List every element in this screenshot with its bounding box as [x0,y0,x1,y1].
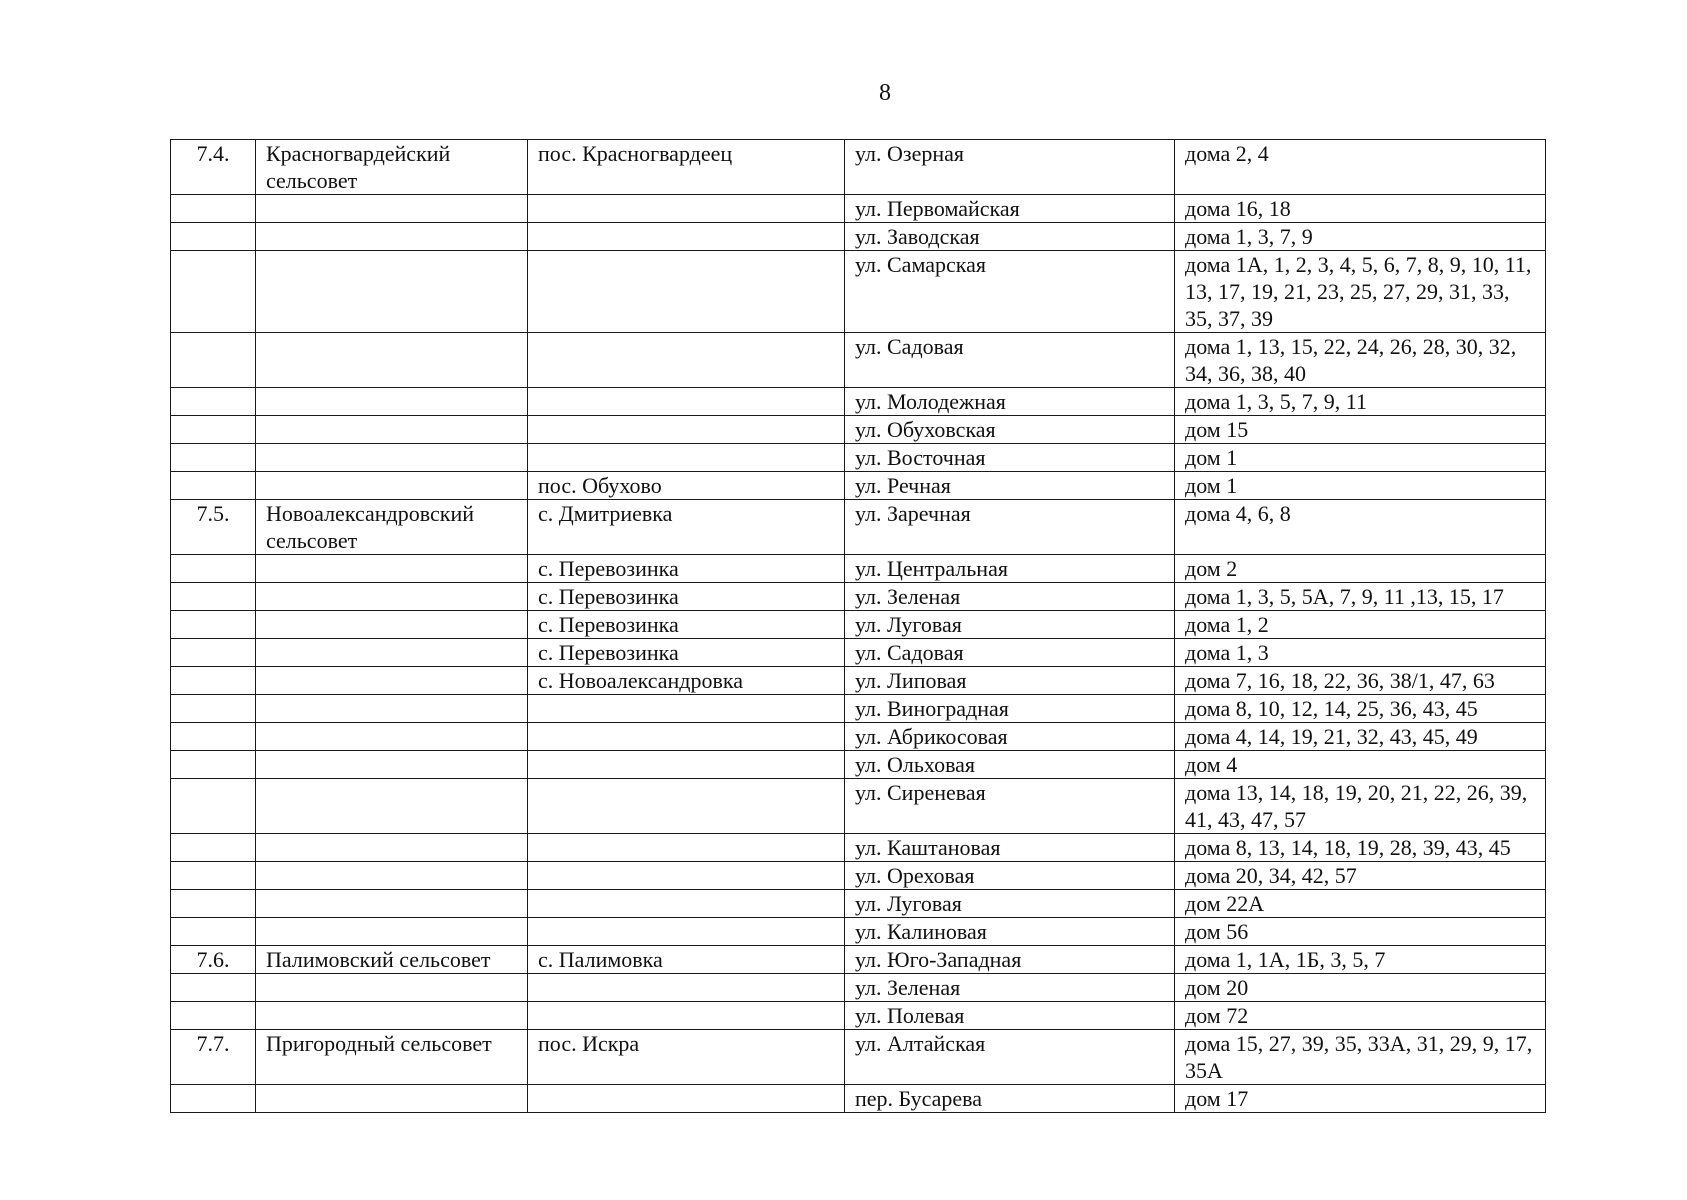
settlement-cell [528,388,845,416]
street-cell: ул. Сиреневая [845,779,1175,834]
settlement-cell [528,695,845,723]
street-cell: ул. Речная [845,472,1175,500]
row-number-cell [171,1085,256,1113]
settlement-cell: с. Перевозинка [528,611,845,639]
houses-cell: дома 4, 6, 8 [1175,500,1546,555]
settlement-cell: с. Перевозинка [528,639,845,667]
council-cell [256,333,528,388]
street-cell: ул. Липовая [845,667,1175,695]
houses-cell: дом 72 [1175,1002,1546,1030]
table-row [171,723,1546,751]
houses-cell: дома 1, 2 [1175,611,1546,639]
houses-cell: дом 1 [1175,472,1546,500]
row-number-cell [171,251,256,333]
street-cell: ул. Зеленая [845,974,1175,1002]
settlement-cell [528,1085,845,1113]
council-cell [256,834,528,862]
table-row [171,639,1546,667]
houses-cell: дома 8, 13, 14, 18, 19, 28, 39, 43, 45 [1175,834,1546,862]
street-cell: ул. Алтайская [845,1030,1175,1085]
table-row [171,918,1546,946]
street-cell: ул. Ореховая [845,862,1175,890]
council-cell [256,388,528,416]
table-row [171,140,1546,195]
row-number-cell: 7.6. [171,946,256,974]
table-row [171,1002,1546,1030]
table-row [171,667,1546,695]
row-number-cell [171,918,256,946]
houses-cell: дома 15, 27, 39, 35, 33А, 31, 29, 9, 17, 35А [1175,1030,1546,1085]
houses-cell: дома 1, 1А, 1Б, 3, 5, 7 [1175,946,1546,974]
street-cell: ул. Юго-Западная [845,946,1175,974]
table-row [171,834,1546,862]
houses-cell: дома 8, 10, 12, 14, 25, 36, 43, 45 [1175,695,1546,723]
table-row [171,946,1546,974]
street-cell: ул. Заречная [845,500,1175,555]
row-number-cell [171,974,256,1002]
table-row [171,779,1546,834]
street-cell: ул. Восточная [845,444,1175,472]
street-cell: ул. Садовая [845,333,1175,388]
settlement-cell [528,723,845,751]
table-row [171,416,1546,444]
settlement-cell: пос. Искра [528,1030,845,1085]
addresses-table [170,139,1546,1113]
houses-cell: дома 1, 13, 15, 22, 24, 26, 28, 30, 32, 34, 36, 38, 40 [1175,333,1546,388]
council-cell [256,555,528,583]
settlement-cell [528,890,845,918]
table-row [171,472,1546,500]
houses-cell: дома 7, 16, 18, 22, 36, 38/1, 47, 63 [1175,667,1546,695]
council-cell: Палимовский сельсовет [256,946,528,974]
settlement-cell: с. Перевозинка [528,555,845,583]
table-row [171,223,1546,251]
row-number-cell [171,333,256,388]
table-row [171,1085,1546,1113]
council-cell [256,974,528,1002]
row-number-cell [171,834,256,862]
table-body [171,140,1546,1113]
council-cell [256,639,528,667]
houses-cell: дома 4, 14, 19, 21, 32, 43, 45, 49 [1175,723,1546,751]
houses-cell: дома 1А, 1, 2, 3, 4, 5, 6, 7, 8, 9, 10, 11, 13, 17, 19, 21, 23, 25, 27, 29, 31, 33, 35, 37, 39 [1175,251,1546,333]
council-cell [256,779,528,834]
houses-cell: дома 2, 4 [1175,140,1546,195]
houses-cell: дома 1, 3 [1175,639,1546,667]
row-number-cell: 7.4. [171,140,256,195]
row-number-cell [171,723,256,751]
settlement-cell [528,416,845,444]
street-cell: ул. Заводская [845,223,1175,251]
row-number-cell [171,388,256,416]
council-cell: Пригородный сельсовет [256,1030,528,1085]
row-number-cell [171,195,256,223]
council-cell [256,611,528,639]
settlement-cell [528,444,845,472]
row-number-cell [171,890,256,918]
row-number-cell [171,667,256,695]
street-cell: ул. Абрикосовая [845,723,1175,751]
row-number-cell [171,555,256,583]
row-number-cell [171,611,256,639]
row-number-cell [171,223,256,251]
houses-cell: дом 20 [1175,974,1546,1002]
houses-cell: дом 15 [1175,416,1546,444]
table-row [171,1030,1546,1085]
row-number-cell [171,862,256,890]
table-row [171,695,1546,723]
council-cell [256,862,528,890]
table-row [171,583,1546,611]
page-number: 8 [879,80,891,106]
council-cell [256,195,528,223]
council-cell: Красногвардейский сельсовет [256,140,528,195]
houses-cell: дома 16, 18 [1175,195,1546,223]
council-cell [256,695,528,723]
table-row [171,195,1546,223]
street-cell: ул. Зеленая [845,583,1175,611]
council-cell [256,890,528,918]
houses-cell: дома 1, 3, 7, 9 [1175,223,1546,251]
settlement-cell [528,1002,845,1030]
table-row [171,333,1546,388]
houses-cell: дом 17 [1175,1085,1546,1113]
street-cell: ул. Луговая [845,890,1175,918]
houses-cell: дома 1, 3, 5, 7, 9, 11 [1175,388,1546,416]
houses-cell: дом 2 [1175,555,1546,583]
settlement-cell [528,974,845,1002]
council-cell [256,918,528,946]
table-row [171,388,1546,416]
street-cell: ул. Центральная [845,555,1175,583]
street-cell: ул. Калиновая [845,918,1175,946]
council-cell [256,583,528,611]
houses-cell: дома 13, 14, 18, 19, 20, 21, 22, 26, 39, 41, 43, 47, 57 [1175,779,1546,834]
council-cell [256,1002,528,1030]
row-number-cell [171,1002,256,1030]
houses-cell: дом 1 [1175,444,1546,472]
houses-cell: дом 22А [1175,890,1546,918]
street-cell: ул. Каштановая [845,834,1175,862]
settlement-cell: с. Палимовка [528,946,845,974]
council-cell [256,444,528,472]
houses-cell: дома 1, 3, 5, 5А, 7, 9, 11 ,13, 15, 17 [1175,583,1546,611]
street-cell: ул. Луговая [845,611,1175,639]
row-number-cell [171,695,256,723]
settlement-cell [528,333,845,388]
table-row [171,751,1546,779]
street-cell: ул. Молодежная [845,388,1175,416]
houses-cell: дом 56 [1175,918,1546,946]
row-number-cell [171,444,256,472]
council-cell [256,416,528,444]
table-row [171,444,1546,472]
row-number-cell: 7.7. [171,1030,256,1085]
settlement-cell [528,918,845,946]
table-row [171,555,1546,583]
council-cell [256,1085,528,1113]
row-number-cell [171,751,256,779]
council-cell [256,667,528,695]
table-row [171,500,1546,555]
settlement-cell: с. Дмитриевка [528,500,845,555]
table-row [171,251,1546,333]
settlement-cell: пос. Красногвардеец [528,140,845,195]
council-cell [256,251,528,333]
settlement-cell [528,862,845,890]
settlement-cell [528,251,845,333]
council-cell [256,751,528,779]
settlement-cell [528,223,845,251]
council-cell [256,223,528,251]
houses-cell: дом 4 [1175,751,1546,779]
settlement-cell: с. Перевозинка [528,583,845,611]
settlement-cell [528,195,845,223]
street-cell: ул. Виноградная [845,695,1175,723]
row-number-cell [171,583,256,611]
settlement-cell [528,779,845,834]
table-row [171,611,1546,639]
street-cell: ул. Ольховая [845,751,1175,779]
settlement-cell [528,834,845,862]
settlement-cell: пос. Обухово [528,472,845,500]
houses-cell: дома 20, 34, 42, 57 [1175,862,1546,890]
street-cell: ул. Озерная [845,140,1175,195]
row-number-cell [171,639,256,667]
table-row [171,890,1546,918]
street-cell: ул. Самарская [845,251,1175,333]
settlement-cell: с. Новоалександровка [528,667,845,695]
row-number-cell [171,472,256,500]
row-number-cell [171,779,256,834]
row-number-cell [171,416,256,444]
street-cell: ул. Обуховская [845,416,1175,444]
street-cell: пер. Бусарева [845,1085,1175,1113]
street-cell: ул. Садовая [845,639,1175,667]
street-cell: ул. Первомайская [845,195,1175,223]
table-row [171,974,1546,1002]
street-cell: ул. Полевая [845,1002,1175,1030]
row-number-cell: 7.5. [171,500,256,555]
table-row [171,862,1546,890]
council-cell [256,472,528,500]
settlement-cell [528,751,845,779]
council-cell: Новоалександровский сельсовет [256,500,528,555]
council-cell [256,723,528,751]
